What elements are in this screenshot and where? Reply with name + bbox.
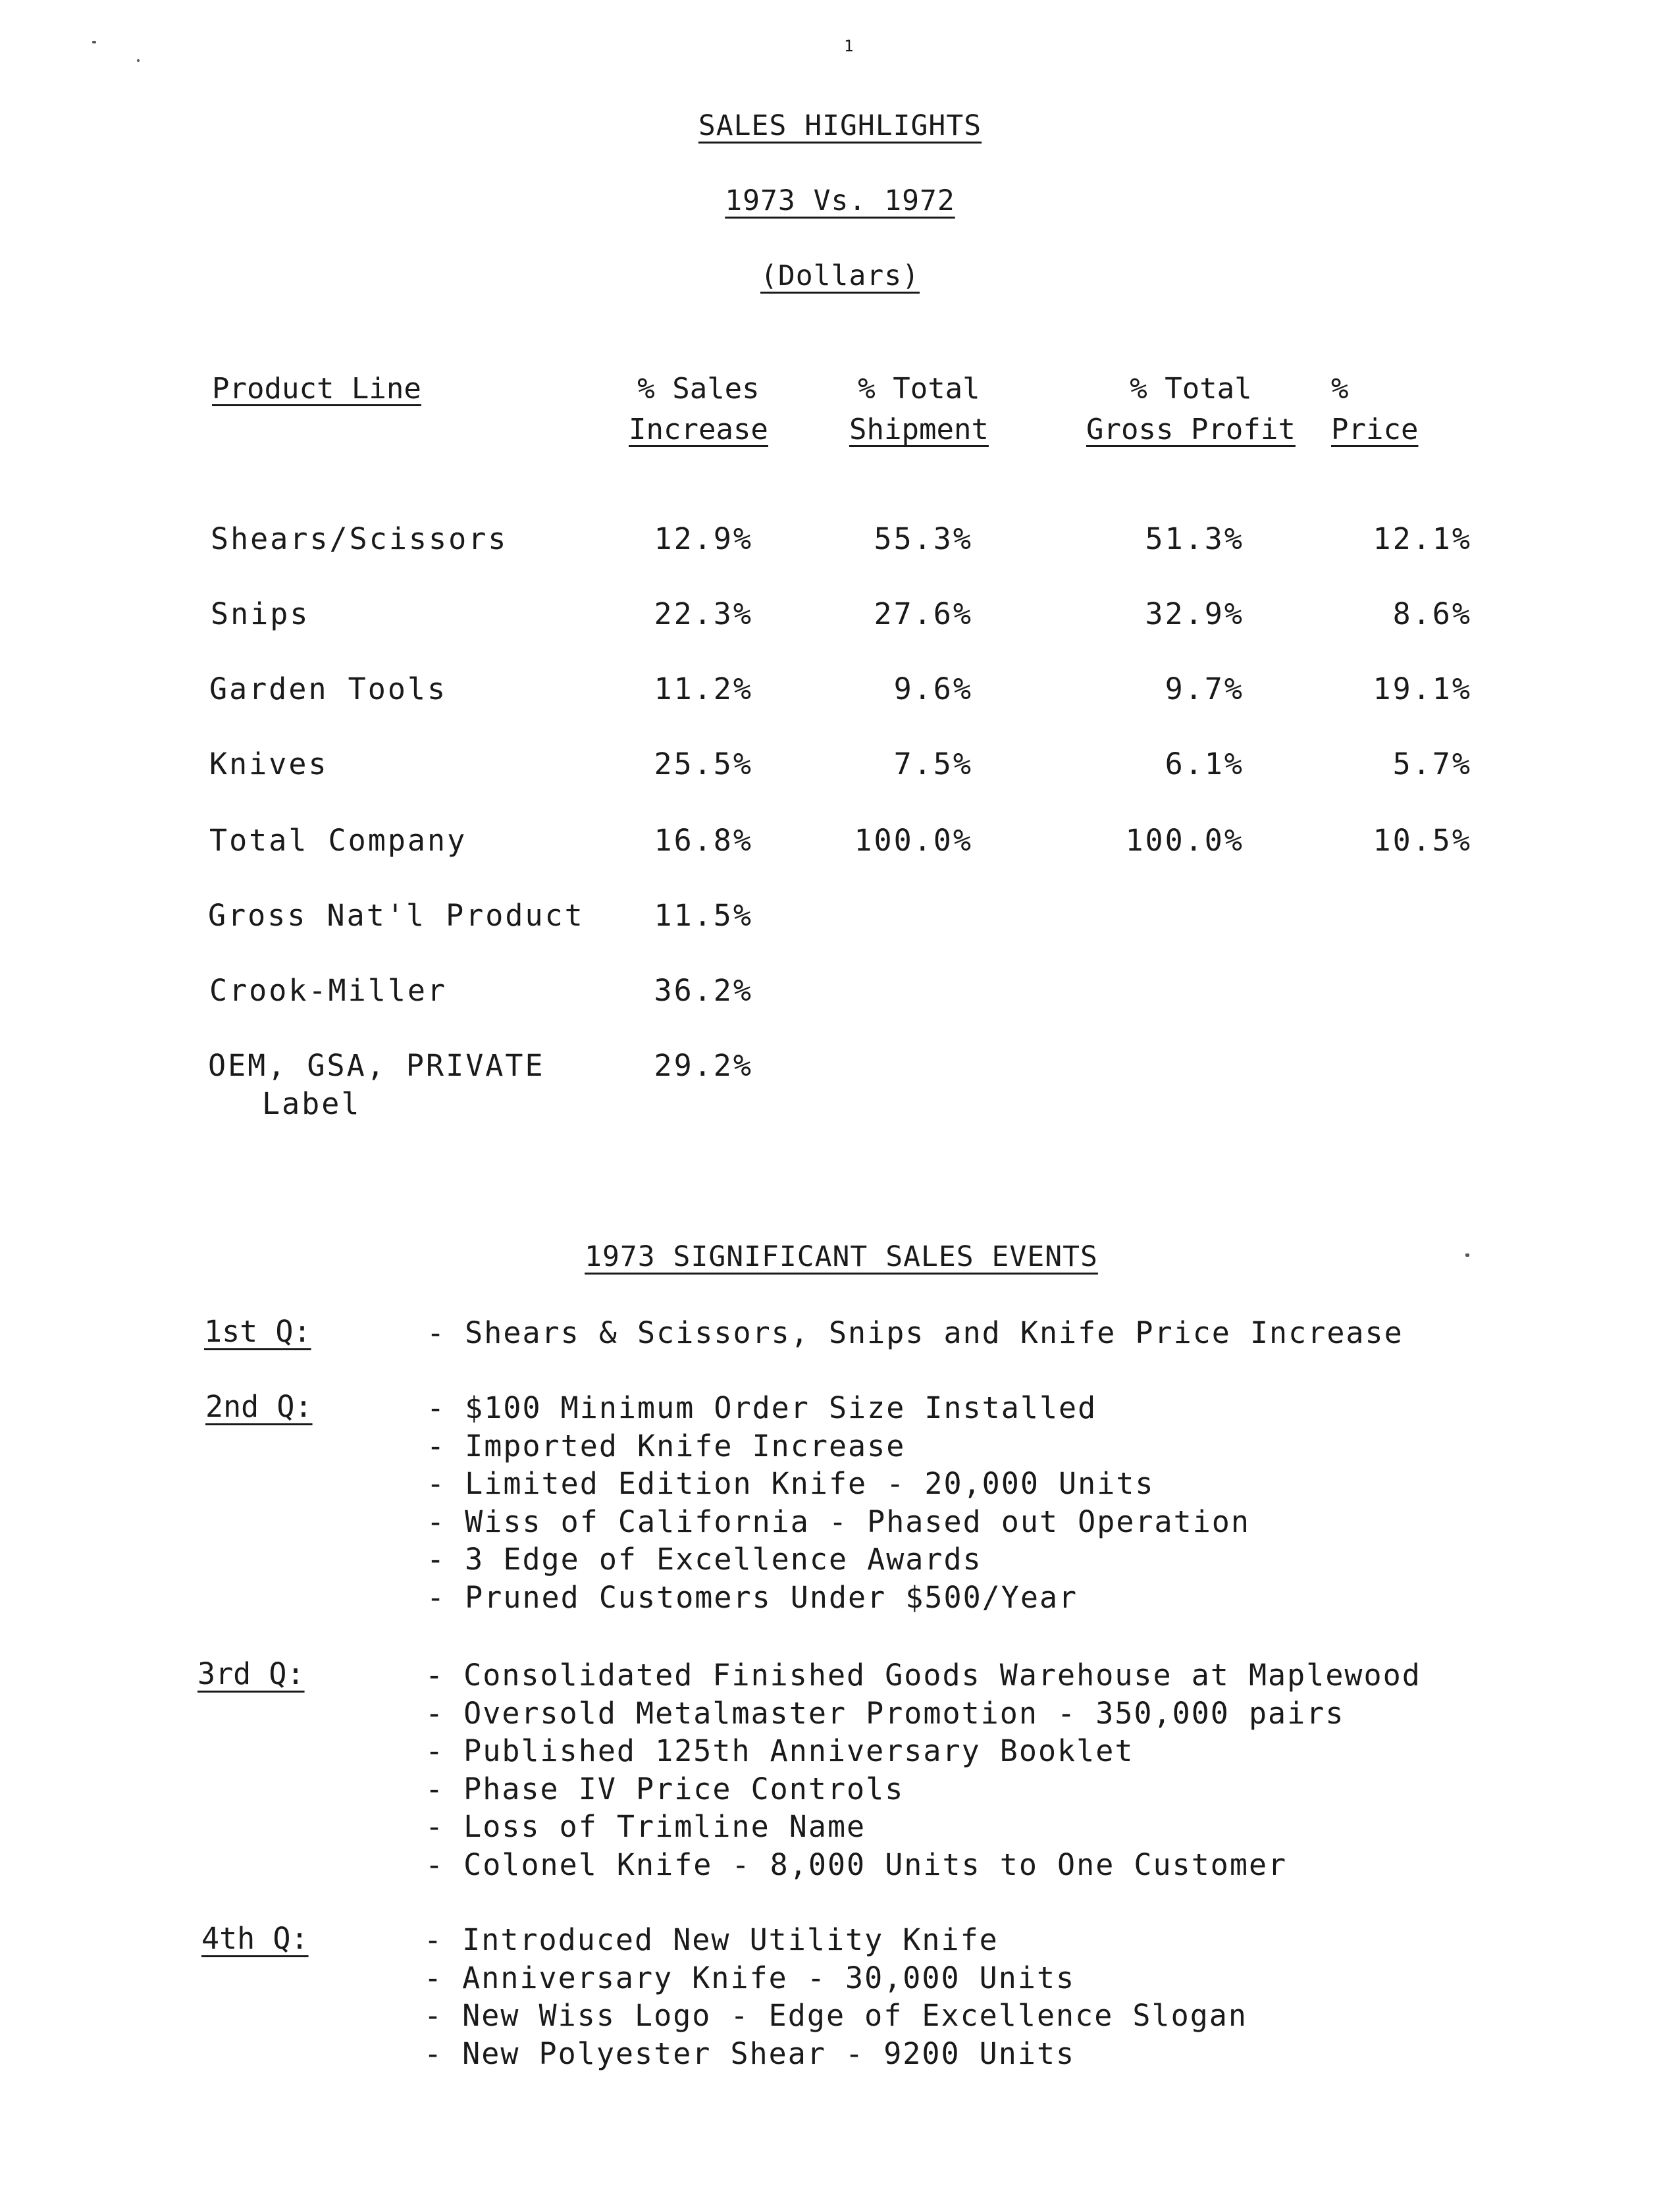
cell-total-gross-profit: 6.1% — [1165, 747, 1244, 781]
cell-product-line: Garden Tools — [209, 672, 448, 706]
cell-price: 8.6% — [1392, 596, 1472, 631]
cell-total-gross-profit: 32.9% — [1145, 596, 1244, 631]
cell-price: 12.1% — [1373, 521, 1472, 556]
page-number: 1 — [844, 37, 854, 55]
cell-sales-increase: 36.2% — [654, 973, 753, 1008]
cell-sales-increase: 11.5% — [654, 898, 753, 933]
scan-speck — [137, 59, 140, 62]
cell-product-line: Snips — [211, 596, 310, 631]
cell-sales-increase: 22.3% — [654, 596, 753, 631]
document-subtitle: 1973 Vs. 1972 — [725, 184, 955, 217]
cell-price: 19.1% — [1373, 672, 1472, 706]
cell-price: 10.5% — [1373, 823, 1472, 858]
list-item: - Pruned Customers Under $500/Year — [427, 1579, 1078, 1615]
cell-product-line-continued: Label — [262, 1086, 361, 1121]
event-list — [427, 1314, 1404, 1352]
cell-total-shipment: 9.6% — [893, 672, 973, 706]
cell-sales-increase: 12.9% — [654, 521, 753, 556]
cell-product-line: Gross Nat'l Product — [208, 898, 585, 933]
cell-price: 5.7% — [1392, 747, 1472, 781]
list-item: - Limited Edition Knife - 20,000 Units — [427, 1466, 1155, 1501]
cell-product-line: Knives — [209, 747, 328, 781]
event-list — [427, 1389, 1250, 1616]
cell-total-shipment: 7.5% — [893, 747, 973, 781]
quarter-label: 2nd Q: — [205, 1389, 313, 1424]
quarter-label: 1st Q: — [204, 1314, 311, 1349]
header-sales-increase: % Sales Increase — [629, 372, 768, 446]
list-item: - New Polyester Shear - 9200 Units — [424, 2036, 1076, 2071]
cell-total-gross-profit: 100.0% — [1125, 823, 1244, 858]
cell-product-line: Total Company — [209, 823, 467, 858]
cell-sales-increase: 29.2% — [654, 1048, 753, 1083]
cell-total-gross-profit: 9.7% — [1165, 672, 1244, 706]
cell-product-line: Crook-Miller — [209, 973, 448, 1008]
cell-total-shipment: 100.0% — [854, 823, 973, 858]
events-heading: 1973 SIGNIFICANT SALES EVENTS — [585, 1240, 1098, 1273]
list-item: - Loss of Trimline Name — [425, 1809, 866, 1844]
list-item: - $100 Minimum Order Size Installed — [427, 1390, 1097, 1425]
cell-product-line: OEM, GSA, PRIVATE — [208, 1048, 545, 1083]
cell-sales-increase: 25.5% — [654, 747, 753, 781]
document-unit: (Dollars) — [760, 259, 920, 292]
header-total-shipment: % Total Shipment — [849, 372, 989, 446]
list-item: - Phase IV Price Controls — [425, 1771, 905, 1806]
list-item: - New Wiss Logo - Edge of Excellence Slogan — [424, 1998, 1247, 2033]
list-item: - Consolidated Finished Goods Warehouse at Maplewood — [425, 1658, 1421, 1693]
list-item: - Introduced New Utility Knife — [424, 1922, 999, 1957]
event-list — [424, 1921, 1247, 2072]
cell-total-shipment: 27.6% — [874, 596, 973, 631]
header-total-gross-profit: % Total Gross Profit — [1086, 372, 1296, 446]
document-title: SALES HIGHLIGHTS — [698, 109, 982, 142]
quarter-label: 4th Q: — [201, 1921, 309, 1956]
cell-sales-increase: 11.2% — [654, 672, 753, 706]
list-item: - Published 125th Anniversary Booklet — [425, 1733, 1134, 1768]
event-list — [425, 1656, 1421, 1883]
list-item: - Colonel Knife - 8,000 Units to One Customer — [425, 1847, 1288, 1882]
header-product-line: Product Line — [212, 372, 421, 406]
list-item: - Anniversary Knife - 30,000 Units — [424, 1960, 1076, 1995]
header-price: % Price — [1331, 372, 1419, 446]
cell-product-line: Shears/Scissors — [211, 521, 508, 556]
list-item: - Imported Knife Increase — [427, 1428, 906, 1463]
scan-speck — [92, 41, 96, 43]
list-item: - Wiss of California - Phased out Operation — [427, 1504, 1250, 1539]
list-item: - 3 Edge of Excellence Awards — [427, 1542, 982, 1577]
list-item: - Oversold Metalmaster Promotion - 350,000 pairs — [425, 1695, 1345, 1731]
quarter-label: 3rd Q: — [197, 1656, 305, 1691]
cell-sales-increase: 16.8% — [654, 823, 753, 858]
list-item: - Shears & Scissors, Snips and Knife Price Increase — [427, 1315, 1404, 1350]
cell-total-shipment: 55.3% — [874, 521, 973, 556]
cell-total-gross-profit: 51.3% — [1145, 521, 1244, 556]
